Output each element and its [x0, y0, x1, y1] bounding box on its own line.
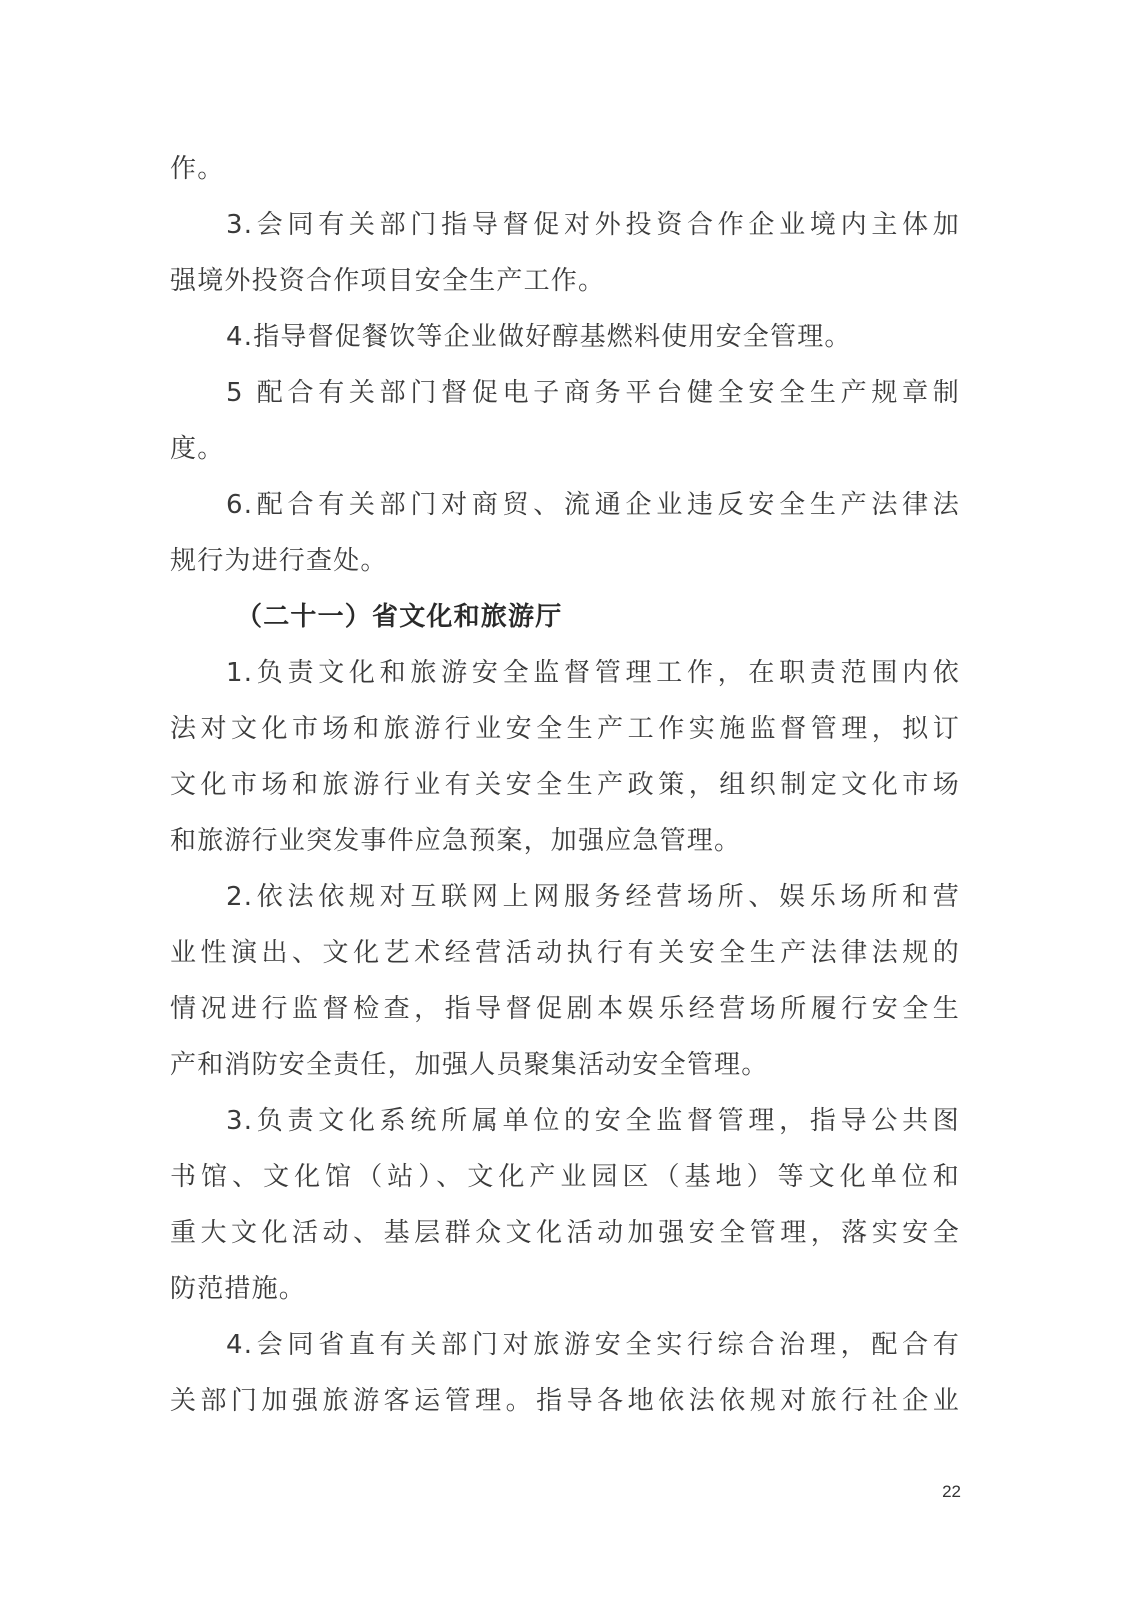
text-line: 3.负责文化系统所属单位的安全监督管理，指导公共图 [226, 1106, 960, 1136]
text-line: 度。 [170, 434, 225, 464]
text-line: 作。 [170, 154, 225, 184]
text-line: 4.指导督促餐饮等企业做好醇基燃料使用安全管理。 [226, 322, 852, 352]
text-line: 产和消防安全责任，加强人员聚集活动安全管理。 [170, 1050, 769, 1080]
text-line: 规行为进行查处。 [170, 546, 388, 576]
page-number: 22 [942, 1482, 961, 1501]
text-line: 文化市场和旅游行业有关安全生产政策，组织制定文化市场 [170, 770, 960, 800]
text-line: 情况进行监督检查，指导督促剧本娱乐经营场所履行安全生 [170, 994, 960, 1024]
text-line: 1.负责文化和旅游安全监督管理工作，在职责范围内依 [226, 658, 960, 688]
section-heading: （二十一）省文化和旅游厅 [236, 602, 563, 632]
text-line: 强境外投资合作项目安全生产工作。 [170, 266, 606, 296]
text-line: 关部门加强旅游客运管理。指导各地依法依规对旅行社企业 [170, 1386, 960, 1416]
text-line: 书馆、文化馆（站）、文化产业园区（基地）等文化单位和 [170, 1162, 960, 1192]
text-line: 4.会同省直有关部门对旅游安全实行综合治理，配合有 [226, 1330, 960, 1360]
text-line: 和旅游行业突发事件应急预案，加强应急管理。 [170, 826, 742, 856]
text-line: 防范措施。 [170, 1274, 307, 1304]
text-line: 6.配合有关部门对商贸、流通企业违反安全生产法律法 [226, 490, 960, 520]
text-line: 重大文化活动、基层群众文化活动加强安全管理，落实安全 [170, 1218, 960, 1248]
text-line: 2.依法依规对互联网上网服务经营场所、娱乐场所和营 [226, 882, 960, 912]
text-line: 5 配合有关部门督促电子商务平台健全安全生产规章制 [226, 378, 960, 408]
text-line: 3.会同有关部门指导督促对外投资合作企业境内主体加 [226, 210, 960, 240]
text-line: 业性演出、文化艺术经营活动执行有关安全生产法律法规的 [170, 938, 960, 968]
text-line: 法对文化市场和旅游行业安全生产工作实施监督管理，拟订 [170, 714, 960, 744]
